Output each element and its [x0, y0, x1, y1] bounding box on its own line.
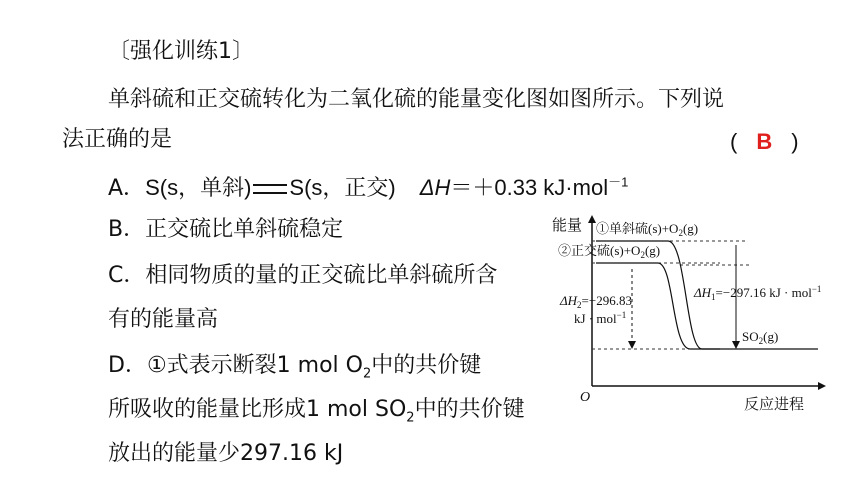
- y-axis-label: 能量: [552, 218, 583, 234]
- delta-h2-label: $\Delta H_2=-296.83$: [560, 293, 632, 310]
- delta-h2-unit: kJ · mol$^{-1}$: [574, 310, 627, 326]
- delta-h1-label: $\Delta H_1=-297.16$ kJ · mol$^{-1}$: [694, 284, 822, 302]
- option-a[interactable]: A．S(s，单斜) S(s，正交) ΔH＝＋0.33 kJ·mol$^{-1}$: [108, 174, 629, 201]
- x-axis-label: 反应进程: [744, 397, 805, 413]
- option-b[interactable]: B．正交硫比单斜硫稳定: [108, 217, 344, 242]
- section-title: 〔强化训练1〕: [108, 39, 254, 64]
- answer-value: B: [756, 129, 773, 154]
- option-c-line1[interactable]: C．相同物质的量的正交硫比单斜硫所含: [108, 263, 498, 288]
- delta-h-symbol: ΔH: [419, 175, 451, 200]
- option-d-line3[interactable]: 放出的能量少297.16 kJ: [108, 441, 344, 466]
- question-stem-line1: 单斜硫和正交硫转化为二氧化硫的能量变化图如图所示。下列说: [108, 87, 725, 112]
- equilibrium-double-bar: [253, 184, 287, 194]
- state1-label: ①单斜硫$(s)+O_2(g)$: [596, 221, 699, 238]
- answer-slot: ( B ): [730, 129, 799, 154]
- option-d-line1[interactable]: D．①式表示断裂1 mol $O_2$中的共价键: [108, 353, 482, 382]
- option-d-line2[interactable]: 所吸收的能量比形成1 mol $SO_2$中的共价键: [108, 397, 525, 426]
- state2-label: ②正交硫$(s)+O_2(g)$: [558, 243, 661, 260]
- question-stem-line2: 法正确的是: [62, 127, 173, 152]
- option-c-line2[interactable]: 有的能量高: [108, 307, 219, 332]
- origin-label: O: [580, 390, 591, 405]
- energy-diagram: [552, 205, 860, 425]
- product-label: $SO_2(g)$: [742, 329, 779, 346]
